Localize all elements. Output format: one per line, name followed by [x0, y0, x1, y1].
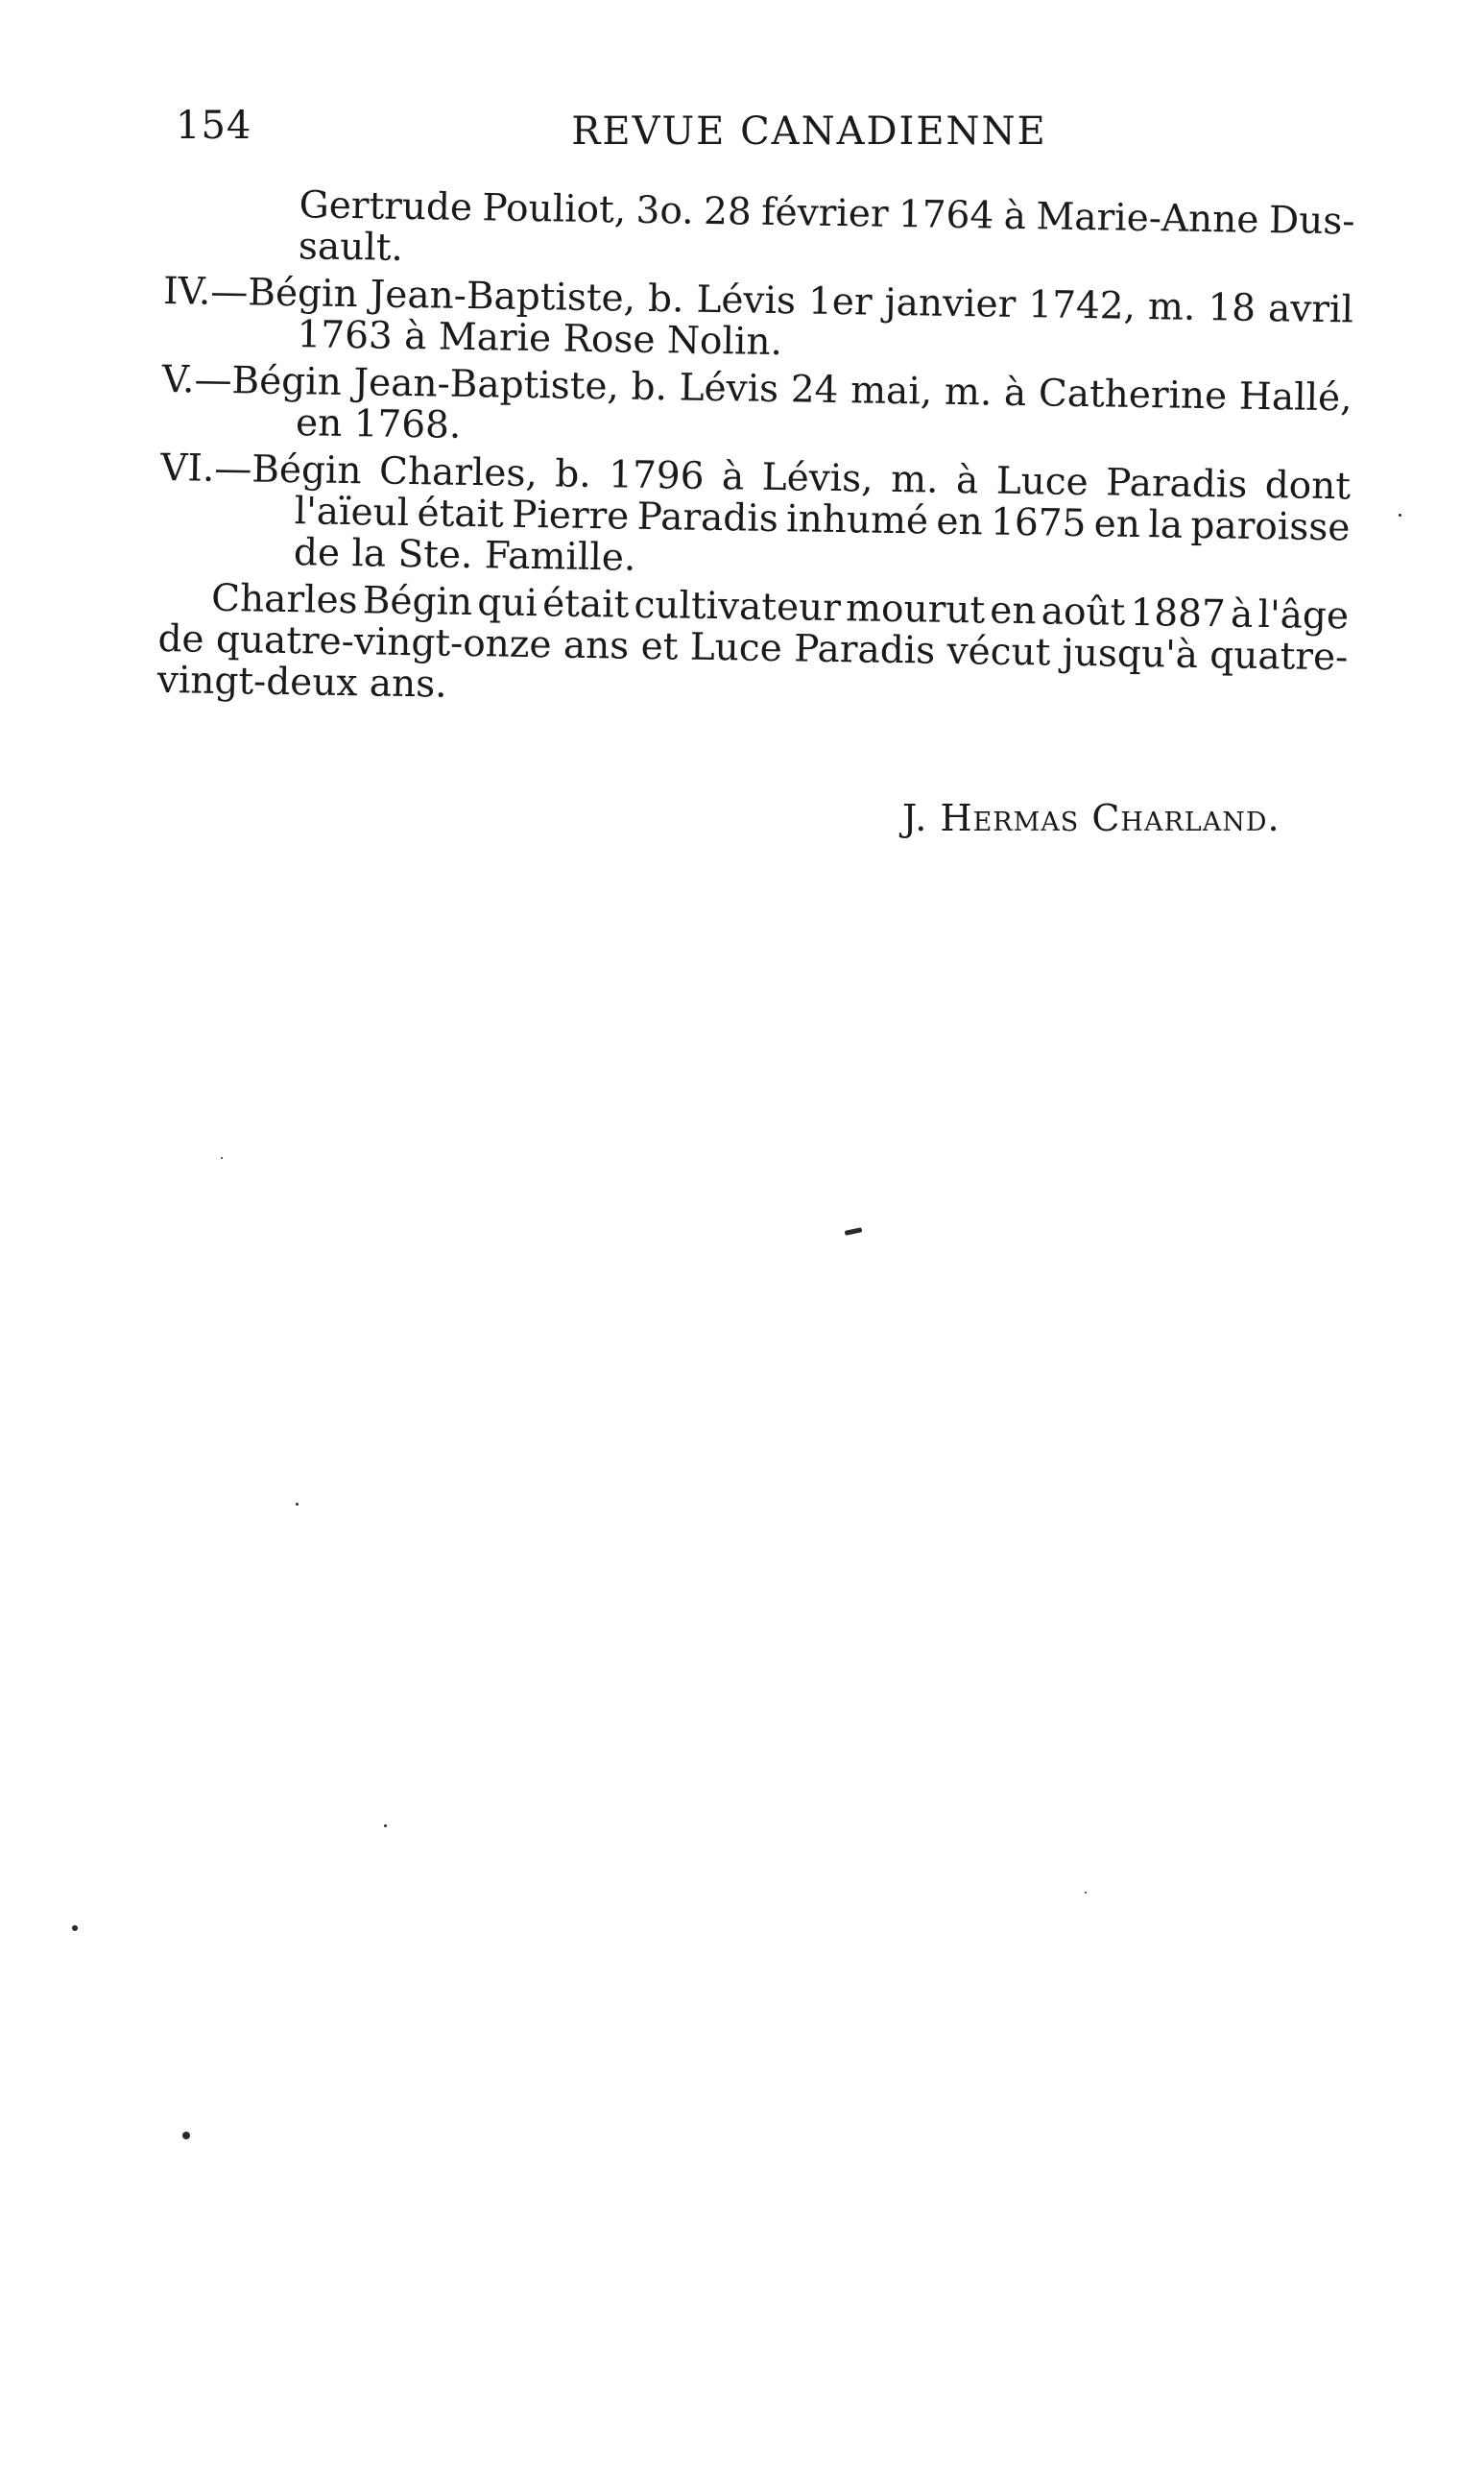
genealogy-entry-vi: VI.—Bégin Charles, b. 1796 à Lévis, m. à Luce Paradis dont: [159, 446, 1352, 509]
text-line: de quatre-vingt-onze ans et Luce Paradis vécut jusqu'à quatre-: [157, 616, 1349, 680]
ink-speck: [296, 1503, 299, 1506]
ink-speck: [1085, 1892, 1087, 1894]
text-line: l'aïeul était Pierre Paradis inhumé en 1675 en la paroisse: [294, 490, 1351, 550]
article-text: [157, 182, 1355, 719]
ink-speck: [845, 1227, 863, 1236]
text-line: Gertrude Pouliot, 3o. 28 février 1764 à Marie-Anne Dus-: [299, 183, 1355, 244]
text-line: en 1768.: [295, 401, 462, 447]
page-number: 154: [176, 104, 252, 148]
genealogy-entry-v: V.—Bégin Jean-Baptiste, b. Lévis 24 mai, m. à Catherine Hallé,: [161, 357, 1352, 421]
text-line: 1763 à Marie Rose Nolin.: [297, 313, 783, 365]
author-signature: J. Hermas Charland.: [902, 797, 1281, 839]
text-line: de la Ste. Famille.: [293, 531, 636, 580]
ink-speck: [72, 1925, 78, 1931]
text-line: vingt-deux ans.: [156, 658, 447, 707]
running-title: REVUE CANADIENNE: [571, 109, 1047, 154]
ink-speck: [221, 1157, 223, 1159]
genealogy-entry-iv: IV.—Bégin Jean-Baptiste, b. Lévis 1er janvier 1742, m. 18 avril: [162, 269, 1354, 332]
page-header: [176, 104, 1366, 171]
ink-speck: [1399, 514, 1401, 517]
text-line: sault.: [298, 225, 404, 270]
closing-paragraph: Charles Bégin qui était cultivateur mourut en août 1887 à l'âge: [210, 576, 1350, 639]
ink-speck: [384, 1824, 387, 1827]
ink-speck: [182, 2132, 190, 2139]
